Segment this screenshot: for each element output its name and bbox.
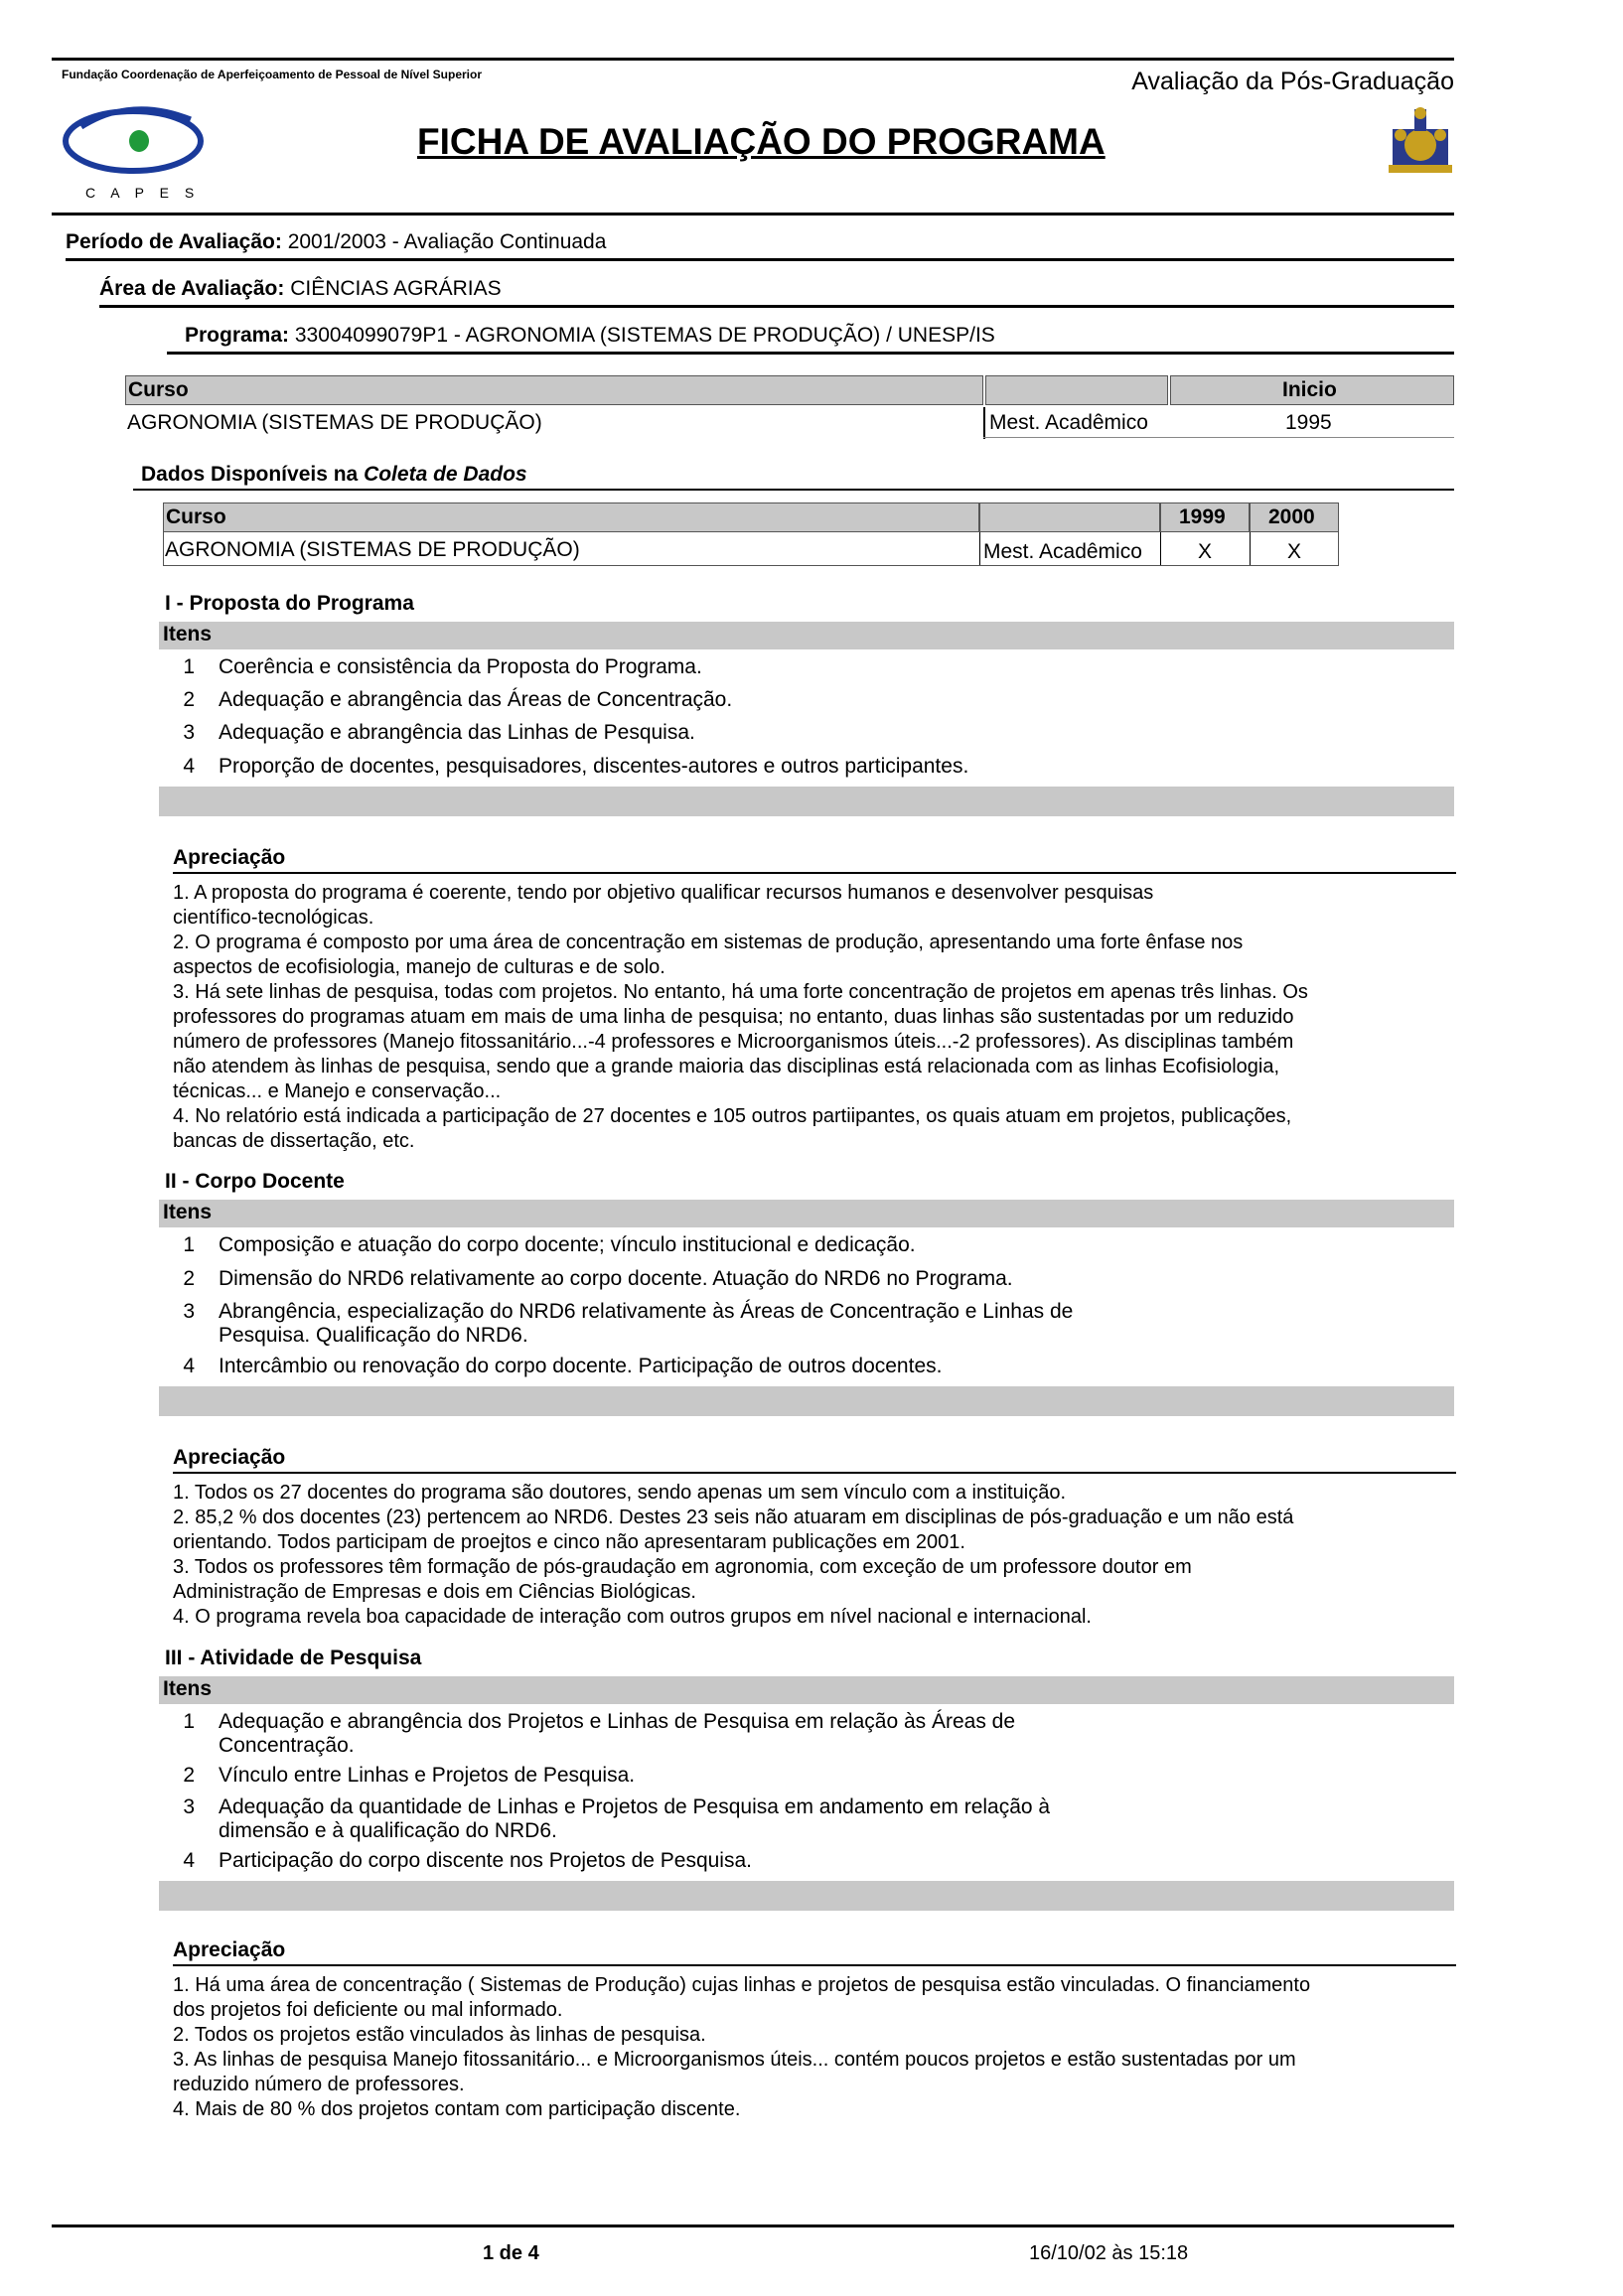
coleta-title-b: Coleta de Dados: [364, 463, 527, 486]
s3-line: 1. Há uma área de concentração ( Sistemas de Produção) cujas linhas e projetos de pesquisa estão vinculadas. O financiamento: [173, 1974, 1311, 1996]
s2-line: orientando. Todos participam de proejtos e cinco não apresentaram publicações em 2001.: [173, 1531, 965, 1553]
section-2-itens-bar: [159, 1200, 1454, 1227]
programa-rule: [167, 352, 1454, 355]
s2-item-1-text: Composição e atuação do corpo docente; vínculo institucional e dedicação.: [219, 1233, 916, 1256]
s1-line: não atendem às linhas de pesquisa, sendo que a grande maioria das disciplinas está relacionada com as linhas Ecofisiologia,: [173, 1056, 1280, 1077]
s3-item-1-line-2: Concentração.: [219, 1734, 355, 1757]
s1-line: aspectos de ecofisiologia, manejo de culturas e de solo.: [173, 956, 665, 978]
s1-item-2-num: 2: [183, 688, 195, 711]
section-1-apreciacao-text: [173, 881, 1454, 1154]
section-3-itens-label: Itens: [163, 1677, 213, 1700]
coleta-divider-2: [1160, 532, 1161, 565]
s1-line: bancas de dissertação, etc.: [173, 1130, 415, 1152]
section-2-apreciacao-title: Apreciação: [173, 1446, 286, 1469]
s2-item-2-text: Dimensão do NRD6 relativamente ao corpo docente. Atuação do NRD6 no Programa.: [219, 1267, 1013, 1290]
s3-line: 4. Mais de 80 % dos projetos contam com participação discente.: [173, 2098, 741, 2120]
s2-line: 3. Todos os professores têm formação de pós-graudação em agronomia, com exceção de um professore doutor em: [173, 1556, 1192, 1578]
print-date: 16/10/02 às 15:18: [1029, 2242, 1189, 2264]
coleta-title-a: Dados Disponíveis na: [141, 463, 365, 486]
section-1-apreciacao-rule: [173, 872, 1456, 874]
s1-item-2-text: Adequação e abrangência das Áreas de Concentração.: [219, 688, 733, 711]
s3-item-2-text: Vínculo entre Linhas e Projetos de Pesquisa.: [219, 1764, 636, 1787]
s2-line: Administração de Empresas e dois em Ciências Biológicas.: [173, 1581, 696, 1603]
inicio-header-label: Inicio: [1282, 378, 1337, 401]
s3-item-3-line-2: dimensão e à qualificação do NRD6.: [219, 1819, 557, 1842]
s3-item-4-num: 4: [183, 1849, 195, 1872]
s1-line: técnicas... e Manejo e conservação...: [173, 1080, 502, 1102]
section-3-apreciacao-rule: [173, 1964, 1456, 1966]
footer-rule: [52, 2224, 1454, 2227]
s3-item-3-line-1: Adequação da quantidade de Linhas e Projetos de Pesquisa em andamento em relação à: [219, 1795, 1051, 1818]
coleta-curso-header: [163, 502, 979, 532]
s3-item-3-num: 3: [183, 1795, 195, 1818]
section-2-itens-label: Itens: [163, 1201, 213, 1223]
s1-item-4-num: 4: [183, 755, 195, 778]
header-bottom-rule: [52, 213, 1454, 215]
s2-item-3-line-2: Pesquisa. Qualificação do NRD6.: [219, 1324, 528, 1347]
org-name: Fundação Coordenação de Aperfeiçoamento de Pessoal de Nível Superior: [62, 68, 482, 81]
coleta-nivel-header: [979, 502, 1160, 532]
s2-item-4-text: Intercâmbio ou renovação do corpo docente. Participação de outros docentes.: [219, 1355, 943, 1377]
curso-header-label: Curso: [128, 378, 189, 401]
s3-item-1-line-1: Adequação e abrangência dos Projetos e Linhas de Pesquisa em relação às Áreas de: [219, 1710, 1016, 1733]
area-value: CIÊNCIAS AGRÁRIAS: [290, 277, 502, 300]
section-3-title: III - Atividade de Pesquisa: [165, 1647, 422, 1669]
area-avaliacao: [99, 277, 502, 301]
coleta-curso: AGRONOMIA (SISTEMAS DE PRODUÇÃO): [165, 538, 580, 561]
programa-value: 33004099079P1 - AGRONOMIA (SISTEMAS DE PRODUÇÃO) / UNESP/IS: [294, 324, 995, 347]
s3-item-1-num: 1: [183, 1710, 195, 1733]
section-2-apreciacao-text: [173, 1481, 1454, 1630]
nivel-header-cell: [985, 375, 1168, 405]
curso-name: AGRONOMIA (SISTEMAS DE PRODUÇÃO): [127, 411, 542, 434]
coleta-nivel: Mest. Acadêmico: [983, 540, 1142, 563]
ministry-emblem-icon: [1387, 105, 1454, 177]
s3-line: 2. Todos os projetos estão vinculados às linhas de pesquisa.: [173, 2024, 706, 2046]
coleta-divider-3: [1250, 532, 1251, 565]
section-1-itens-label: Itens: [163, 623, 213, 646]
s3-line: dos projetos foi deficiente ou mal informado.: [173, 1999, 563, 2021]
page-number: 1 de 4: [483, 2242, 539, 2264]
s1-line: 3. Há sete linhas de pesquisa, todas com projetos. No entanto, há uma forte concentração de projetos em apenas três linhas. Os: [173, 981, 1308, 1003]
header-subtitle: Avaliação da Pós-Graduação: [1131, 68, 1454, 95]
periodo-rule: [66, 258, 1454, 261]
s2-line: 4. O programa revela boa capacidade de interação com outros grupos em nível nacional e internacional.: [173, 1606, 1092, 1628]
coleta-curso-header-label: Curso: [166, 505, 226, 528]
periodo-avaliacao: [66, 230, 606, 254]
section-2-apreciacao-rule: [173, 1472, 1456, 1474]
s2-line: 2. 85,2 % dos docentes (23) pertencem ao NRD6. Destes 23 seis não atuaram em disciplinas de pós-graduação e um não está: [173, 1507, 1294, 1528]
inicio-header-cell: [1170, 375, 1454, 405]
s2-item-3-text: [219, 1300, 1073, 1348]
s1-item-1-text: Coerência e consistência da Proposta do Programa.: [219, 655, 702, 678]
s1-line: 1. A proposta do programa é coerente, tendo por objetivo qualificar recursos humanos e desenvolver pesquisas: [173, 882, 1154, 904]
section-2-title: II - Corpo Docente: [165, 1170, 345, 1193]
s1-line: científico-tecnológicas.: [173, 907, 374, 929]
coleta-2000-label: 2000: [1268, 505, 1315, 528]
area-label: Área de Avaliação:: [99, 277, 285, 300]
programa-label: Programa:: [185, 324, 290, 347]
s3-item-1-text: [219, 1710, 1015, 1758]
s2-item-3-line-1: Abrangência, especialização do NRD6 relativamente às Áreas de Concentração e Linhas de: [219, 1300, 1074, 1323]
s1-item-3-num: 3: [183, 721, 195, 744]
coleta-2000-header: [1250, 502, 1339, 532]
s1-item-4-text: Proporção de docentes, pesquisadores, discentes-autores e outros participantes.: [219, 755, 969, 778]
curso-header-cell: [125, 375, 983, 405]
s1-line: número de professores (Manejo fitossanitário...-4 professores e Microorganismos úteis...-2 professores). As disciplinas também: [173, 1031, 1294, 1053]
section-1-apreciacao-title: Apreciação: [173, 846, 286, 869]
s2-item-2-num: 2: [183, 1267, 195, 1290]
section-2-gray-bar: [159, 1386, 1454, 1416]
s1-item-1-num: 1: [183, 655, 195, 678]
section-3-gray-bar: [159, 1881, 1454, 1911]
coleta-title: [141, 463, 527, 487]
page-title: FICHA DE AVALIAÇÃO DO PROGRAMA: [417, 121, 1106, 162]
coleta-1999-label: 1999: [1179, 505, 1226, 528]
coleta-2000-value: X: [1287, 540, 1302, 563]
s2-item-4-num: 4: [183, 1355, 195, 1377]
programa: [185, 324, 995, 348]
s2-item-3-num: 3: [183, 1300, 195, 1323]
section-1-itens-bar: [159, 622, 1454, 649]
s3-item-3-text: [219, 1795, 1050, 1843]
section-1-gray-bar: [159, 787, 1454, 816]
s3-item-4-text: Participação do corpo discente nos Projetos de Pesquisa.: [219, 1849, 752, 1872]
s1-line: 2. O programa é composto por uma área de concentração em sistemas de produção, apresentando uma forte ênfase nos: [173, 932, 1244, 953]
area-rule: [99, 305, 1454, 308]
s1-line: 4. No relatório está indicada a participação de 27 docentes e 105 outros partiipantes, os quais atuam em projetos, publicações,: [173, 1105, 1292, 1127]
s3-line: reduzido número de professores.: [173, 2074, 465, 2095]
coleta-1999-header: [1160, 502, 1250, 532]
curso-col-divider: [983, 407, 985, 439]
section-3-apreciacao-text: [173, 1973, 1454, 2122]
top-rule: [52, 58, 1454, 61]
s1-item-3-text: Adequação e abrangência das Linhas de Pesquisa.: [219, 721, 695, 744]
s2-item-1-num: 1: [183, 1233, 195, 1256]
curso-nivel: Mest. Acadêmico: [989, 411, 1148, 434]
section-3-itens-bar: [159, 1676, 1454, 1704]
section-1-title: I - Proposta do Programa: [165, 592, 414, 615]
periodo-label: Período de Avaliação:: [66, 230, 282, 253]
coleta-divider-1: [979, 532, 980, 565]
s3-item-2-num: 2: [183, 1764, 195, 1787]
section-3-apreciacao-title: Apreciação: [173, 1938, 286, 1961]
coleta-rule: [133, 489, 1454, 491]
coleta-1999-value: X: [1198, 540, 1213, 563]
periodo-value: 2001/2003 - Avaliação Continuada: [287, 230, 607, 253]
s3-line: 3. As linhas de pesquisa Manejo fitossanitário... e Microorganismos úteis... contém poucos projetos e estão sustentadas por um: [173, 2049, 1296, 2071]
curso-row-rule: [983, 437, 1454, 438]
capes-logo-text: C A P E S: [85, 185, 201, 201]
s2-line: 1. Todos os 27 docentes do programa são doutores, sendo apenas um sem vínculo com a instituição.: [173, 1482, 1067, 1504]
s1-line: professores do programas atuam em mais de uma linha de pesquisa; no entanto, duas linhas são sustentadas por um reduzido: [173, 1006, 1294, 1028]
curso-inicio: 1995: [1285, 411, 1332, 434]
